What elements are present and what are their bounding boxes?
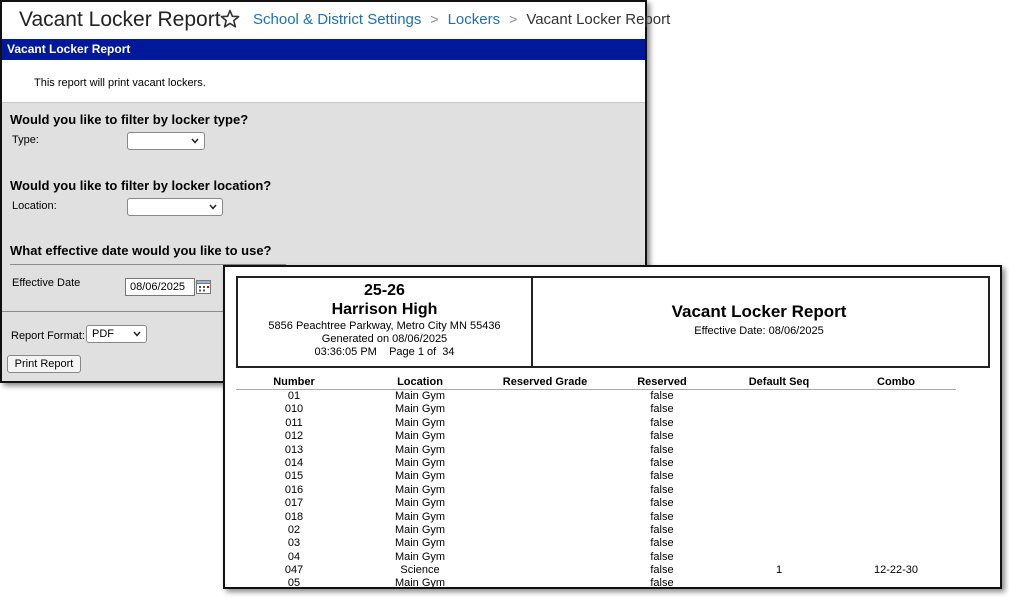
cell-location: Main Gym (394, 497, 446, 510)
intro-panel (2, 60, 645, 103)
location-label: Location: (12, 200, 57, 212)
cell-combo: 12-22-30 (873, 564, 919, 577)
cell-location: Main Gym (394, 470, 446, 483)
column-header-location: Location (397, 376, 443, 388)
cell-reserved: false (650, 390, 674, 402)
locker-table-body (236, 390, 956, 591)
cell-location: Main Gym (394, 550, 446, 563)
cell-location: Main Gym (394, 510, 446, 523)
breadcrumb-lockers[interactable]: Lockers (447, 11, 501, 28)
table-row (236, 484, 956, 497)
page-header (2, 2, 671, 38)
cell-location: Main Gym (394, 430, 446, 443)
cell-location: Main Gym (394, 443, 446, 456)
effective-date-label: Effective Date (12, 277, 81, 289)
cell-reserved: false (650, 470, 674, 483)
cell-reserved: false (650, 523, 674, 536)
report-school-header (236, 276, 533, 368)
cell-number: 05 (287, 577, 301, 590)
chevron-down-icon (191, 138, 199, 144)
cell-reserved: false (650, 416, 674, 429)
cell-reserved: false (650, 537, 674, 550)
cell-number: 02 (287, 523, 301, 536)
cell-number: 010 (284, 403, 304, 416)
type-label: Type: (12, 134, 39, 146)
cell-location: Main Gym (394, 403, 446, 416)
column-header-reserved: Reserved (637, 376, 687, 388)
cell-number: 013 (284, 443, 304, 456)
table-row (236, 564, 956, 577)
column-header-combo: Combo (877, 376, 915, 388)
chevron-down-icon (133, 331, 141, 337)
cell-reserved: false (650, 510, 674, 523)
type-select[interactable] (127, 132, 205, 150)
column-header-number: Number (273, 376, 315, 388)
cell-number: 012 (284, 430, 304, 443)
cell-number: 014 (284, 456, 304, 469)
report-title: Vacant Locker Report (671, 302, 847, 321)
cell-reserved: false (650, 483, 674, 496)
cell-location: Main Gym (394, 537, 446, 550)
cell-location: Main Gym (394, 390, 446, 402)
column-header-reserved-grade: Reserved Grade (502, 376, 588, 388)
report-effective-date: Effective Date: 08/06/2025 (694, 325, 824, 337)
table-row (236, 417, 956, 430)
cell-number: 03 (287, 537, 301, 550)
table-row (236, 497, 956, 510)
cell-number: 011 (285, 416, 303, 429)
cell-location: Main Gym (394, 483, 446, 496)
page-title: Vacant Locker Report (19, 8, 221, 31)
chevron-right-icon: > (509, 11, 518, 27)
column-header-default-seq: Default Seq (748, 376, 810, 388)
table-row (236, 551, 956, 564)
cell-reserved: false (650, 456, 674, 469)
report-format-select[interactable] (86, 325, 147, 343)
breadcrumb (253, 11, 670, 28)
report-format-value: PDF (92, 328, 114, 340)
cell-reserved: false (650, 550, 674, 563)
report-preview-window (223, 265, 1002, 589)
cell-number: 047 (284, 564, 304, 577)
table-row (236, 537, 956, 550)
type-filter-question: Would you like to filter by locker type? (10, 112, 249, 127)
cell-location: Main Gym (394, 577, 446, 590)
table-row (236, 457, 956, 470)
report-title-header (530, 276, 990, 368)
chevron-down-icon (209, 204, 217, 210)
cell-number: 017 (284, 497, 304, 510)
cell-reserved: false (650, 577, 674, 590)
school-address: 5856 Peachtree Parkway, Metro City MN 55436 (268, 320, 501, 332)
cell-location: Main Gym (394, 456, 446, 469)
cell-reserved: false (650, 443, 674, 456)
breadcrumb-school-district-settings[interactable]: School & District Settings (253, 11, 422, 28)
chevron-right-icon: > (430, 11, 439, 27)
star-icon[interactable] (220, 9, 240, 29)
cell-location: Main Gym (394, 416, 446, 429)
table-row (236, 390, 956, 403)
cell-number: 016 (284, 483, 304, 496)
cell-reserved: false (650, 497, 674, 510)
cell-reserved: false (650, 564, 674, 577)
school-name: Harrison High (331, 301, 438, 318)
cell-number: 01 (287, 390, 301, 402)
section-header (2, 39, 645, 60)
effective-date-input[interactable] (125, 278, 195, 296)
cell-default-seq: 1 (775, 564, 783, 577)
table-row (236, 470, 956, 483)
generated-date: Generated on 08/06/2025 (321, 333, 448, 345)
school-year: 25-26 (364, 282, 405, 299)
table-row (236, 577, 956, 590)
location-select[interactable] (127, 198, 223, 216)
effective-date-value: 08/06/2025 (130, 281, 186, 293)
table-header (236, 375, 956, 390)
table-row (236, 511, 956, 524)
table-row (236, 524, 956, 537)
cell-number: 018 (284, 510, 304, 523)
effective-date-question: What effective date would you like to use? (10, 243, 272, 258)
section-title: Vacant Locker Report (7, 42, 131, 56)
calendar-icon[interactable] (196, 279, 211, 294)
cell-reserved: false (650, 430, 674, 443)
location-filter-question: Would you like to filter by locker location? (10, 178, 272, 193)
report-format-label: Report Format: (11, 330, 85, 342)
table-row (236, 430, 956, 443)
print-report-button[interactable]: Print Report (7, 355, 81, 373)
cell-location: Science (400, 564, 440, 577)
intro-text: This report will print vacant lockers. (34, 77, 206, 89)
cell-location: Main Gym (394, 523, 446, 536)
cell-reserved: false (650, 403, 674, 416)
time-page: 03:36:05 PM Page 1 of 34 (314, 346, 455, 358)
cell-number: 04 (287, 550, 301, 563)
cell-number: 015 (284, 470, 304, 483)
table-row (236, 403, 956, 416)
breadcrumb-current: Vacant Locker Report (526, 11, 671, 28)
table-row (236, 444, 956, 457)
